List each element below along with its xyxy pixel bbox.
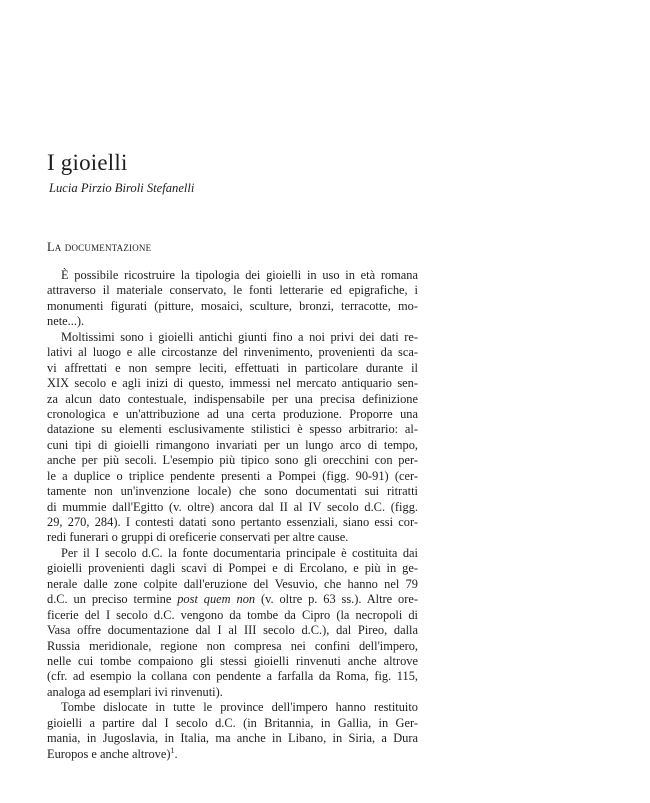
text-line: Tombe dislocate in tutte le province dell'impero hanno restituito [61, 700, 418, 715]
text-line: d.C. un preciso termine post quem non (v. oltre p. 63 ss.). Altre ore- [47, 592, 419, 607]
text-line: analoga ad esemplari ivi rinvenuti). [47, 684, 223, 699]
text-line: gioielli provenienti dagli scavi di Pompei e di Ercolano, e più in ge- [47, 561, 418, 576]
paragraph [47, 330, 418, 546]
text-line: XIX secolo e agli inizi di questo, immessi nel mercato antiquario sen- [47, 376, 418, 391]
text-line: Europos e anche altrove)$^1$. [47, 745, 178, 761]
text-line: gioielli a partire dal I secolo d.C. (in Britannia, in Gallia, in Ger- [47, 715, 418, 730]
footnote-mark: 1 [170, 745, 175, 755]
text-line: redi funerari o gruppi di oreficerie conservati per altre cause. [47, 530, 349, 545]
text-line: monumenti figurati (pitture, mosaici, sculture, bronzi, terracotte, mo- [47, 298, 418, 313]
text-line: Russia meridionale, regione non compresa nei confini dell'impero, [47, 638, 418, 653]
text-line: 29, 270, 284). I contesti datati sono pertanto essenziali, siano essi cor- [47, 515, 418, 529]
text-line: di mummie dall'Egitto (v. oltre) ancora dal II al IV secolo d.C. (figg. [47, 499, 418, 514]
paragraph [47, 546, 418, 700]
text-line: cuni tipi di gioielli rimangono invariati per un lungo arco di tempo, [47, 437, 418, 452]
text-line: mania, in Jugoslavia, in Italia, ma anche in Libano, in Siria, a Dura [47, 731, 418, 746]
text-line: attraverso il materiale conservato, le fonti letterarie ed epigrafiche, i [47, 283, 418, 298]
text-line: ficerie del I secolo d.C. vengono da tombe da Cipro (la necropoli di [47, 607, 418, 622]
author-name: Lucia Pirzio Biroli Stefanelli [49, 181, 195, 195]
latin-phrase: post quem non [177, 592, 256, 607]
text-line: le a duplice o triplice pendente presenti a Pompei (figg. 90-91) (cer- [47, 468, 418, 483]
text-line: È possibile ricostruire la tipologia dei gioielli in uso in età romana [61, 268, 418, 282]
text-line: vi affrettati e non sempre leciti, effettuati in particolare durante il [47, 360, 418, 375]
text-line: za alcun dato contestuale, indispensabile per una precisa definizione [47, 391, 418, 406]
text-line: tamente non un'invenzione locale) che sono documentati sui ritratti [47, 484, 418, 499]
body-text [47, 268, 418, 762]
paragraph [47, 700, 418, 762]
text-line: nelle cui tombe compaiono gli stessi gioielli rinvenuti anche altrove [47, 653, 418, 668]
text-line: nete...). [47, 314, 85, 329]
text-line: Per il I secolo d.C. la fonte documentaria principale è costituita dai [61, 545, 418, 560]
paragraph [47, 268, 418, 330]
text-line: lativi al luogo e alle circostanze del rinvenimento, provenienti da sca- [47, 345, 418, 360]
text-line: anche per più secoli. L'esempio più tipico sono gli orecchini con per- [47, 453, 418, 468]
chapter-title: I gioielli [47, 150, 128, 175]
section-heading: La documentazione [47, 240, 152, 254]
text-line: Vasa offre documentazione dal I al III secolo d.C.), dal Pireo, dalla [47, 623, 418, 638]
text-line-content: Europos e anche altrove) [47, 746, 171, 761]
text-line: nerale dalle zone colpite dall'eruzione del Vesuvio, che hanno nel 79 [47, 576, 418, 591]
text-line: (cfr. ad esempio la collana con pendente a farfalla da Roma, fig. 115, [47, 669, 418, 684]
text-line: cronologica e un'attribuzione ad una certa produzione. Proporre una [47, 406, 418, 421]
text-line: datazione su elementi esclusivamente stilistici è spesso arbitrario: al- [47, 422, 418, 437]
text-line: Moltissimi sono i gioielli antichi giunti fino a noi privi dei dati re- [61, 329, 418, 344]
